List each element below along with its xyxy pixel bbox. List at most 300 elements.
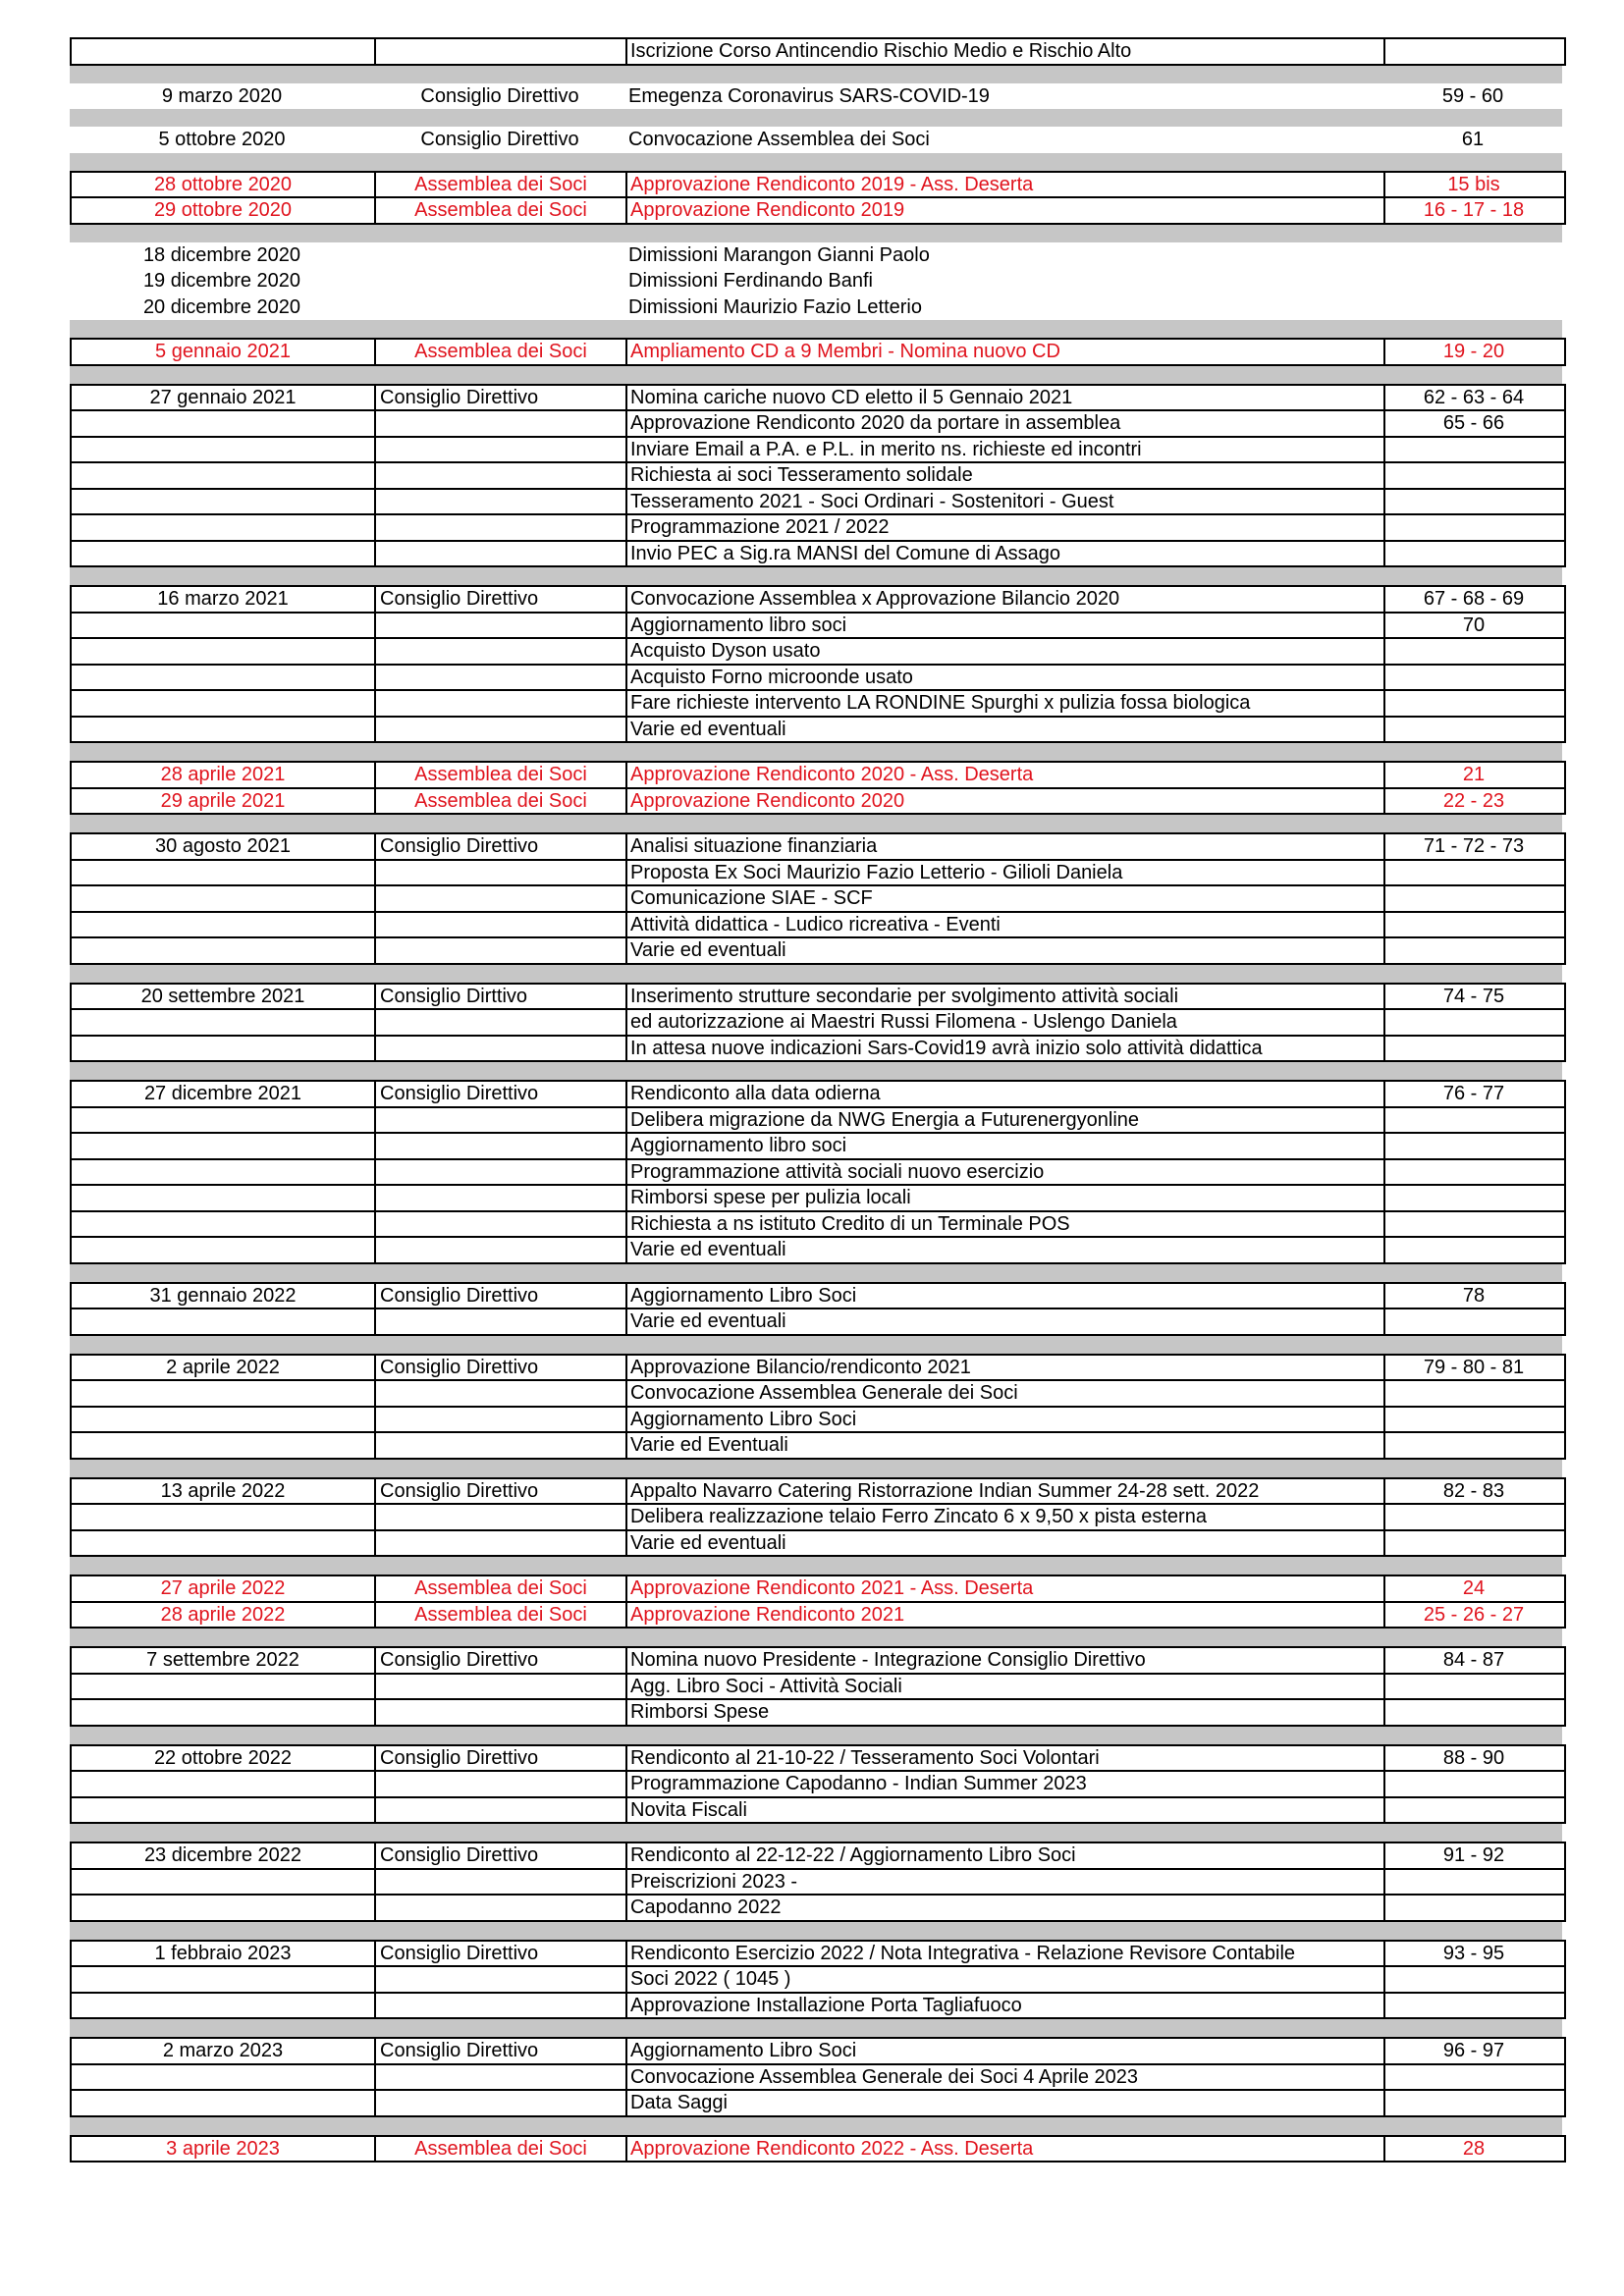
subject-cell: Varie ed eventuali [625, 1238, 1383, 1262]
table-row [72, 1037, 1564, 1063]
pages-cell: 21 [1383, 763, 1562, 787]
pages-cell [1383, 438, 1562, 462]
pages-cell: 84 - 87 [1383, 1648, 1562, 1673]
pages-cell [1383, 463, 1562, 488]
date-cell [72, 1108, 374, 1133]
subject-cell: In attesa nuove indicazioni Sars-Covid19 avrà inizio solo attività didattica [625, 1037, 1383, 1061]
table-row [72, 1700, 1564, 1727]
row-separator [70, 567, 1562, 585]
table-row [72, 1108, 1564, 1135]
pages-cell: 71 - 72 - 73 [1383, 834, 1562, 859]
subject-cell: Varie ed eventuali [625, 718, 1383, 742]
subject-cell: Tesseramento 2021 - Soci Ordinari - Sostenitori - Guest [625, 490, 1383, 514]
table-row [72, 1772, 1564, 1798]
entry-group [70, 127, 1562, 153]
table-row [72, 1381, 1564, 1408]
date-cell: 27 dicembre 2021 [143, 1083, 302, 1104]
pages-cell [1383, 1238, 1562, 1262]
row-separator [70, 1629, 1562, 1646]
table-row [72, 1238, 1564, 1264]
date-cell [72, 1381, 374, 1406]
table-row [72, 1408, 1564, 1434]
table-row [72, 198, 1564, 225]
subject-cell: Approvazione Rendiconto 2021 - Ass. Deserta [625, 1576, 1383, 1601]
subject-cell: Programmazione attività sociali nuovo esercizio [625, 1160, 1383, 1185]
pages-cell [1383, 2065, 1562, 2090]
date-cell [72, 861, 374, 885]
pages-cell: 19 - 20 [1383, 340, 1562, 364]
entry-group [70, 2135, 1566, 2163]
pages-cell [1383, 294, 1562, 321]
subject-cell: Approvazione Rendiconto 2020 da portare in assemblea [625, 411, 1383, 436]
body-cell: Assemblea dei Soci [374, 173, 625, 197]
pages-cell [1383, 718, 1562, 742]
entry-group [70, 1842, 1566, 1922]
table-row [72, 173, 1564, 199]
entry-group [70, 37, 1566, 66]
pages-cell [1383, 938, 1562, 963]
table-row [72, 1284, 1564, 1310]
date-cell [72, 1896, 374, 1920]
pages-cell [1383, 1531, 1562, 1556]
subject-cell: Acquisto Dyson usato [625, 639, 1383, 664]
subject-cell: Programmazione Capodanno - Indian Summer 2023 [625, 1772, 1383, 1796]
body-cell [374, 861, 625, 885]
date-cell: 30 agosto 2021 [155, 835, 291, 857]
body-cell [374, 1238, 625, 1262]
body-cell [374, 1186, 625, 1210]
table-row [72, 1160, 1564, 1187]
body-cell [374, 1408, 625, 1432]
date-cell [72, 1309, 374, 1334]
subject-cell: Comunicazione SIAE - SCF [625, 886, 1383, 911]
pages-cell [1383, 691, 1562, 716]
entry-group [70, 338, 1566, 366]
subject-cell: Varie ed Eventuali [625, 1433, 1383, 1458]
table-row [72, 463, 1564, 490]
subject-cell: Invio PEC a Sig.ra MANSI del Comune di Assago [625, 542, 1383, 566]
date-cell [72, 1798, 374, 1823]
pages-cell: 74 - 75 [1383, 985, 1562, 1009]
date-cell: 20 dicembre 2020 [142, 295, 301, 318]
date-cell [72, 1433, 374, 1458]
date-cell [72, 39, 374, 64]
table-row [72, 834, 1564, 861]
date-cell: 2 aprile 2022 [166, 1356, 280, 1378]
date-cell: 3 aprile 2023 [166, 2137, 280, 2160]
body-cell: Consiglio Direttivo [374, 1284, 625, 1308]
pages-cell [1383, 1381, 1562, 1406]
subject-cell: Proposta Ex Soci Maurizio Fazio Letterio - Gilioli Daniela [625, 861, 1383, 885]
body-cell [374, 268, 625, 294]
pages-cell [1383, 1896, 1562, 1920]
subject-cell: Rendiconto Esercizio 2022 / Nota Integrativa - Relazione Revisore Contabile [625, 1942, 1383, 1966]
pages-cell [1383, 1037, 1562, 1061]
subject-cell: Approvazione Rendiconto 2021 [625, 1603, 1383, 1628]
body-cell [374, 1798, 625, 1823]
subject-cell: Convocazione Assemblea Generale dei Soci 4 Aprile 2023 [625, 2065, 1383, 2090]
subject-cell: Approvazione Rendiconto 2020 [625, 789, 1383, 814]
body-cell [374, 294, 625, 321]
entry-group [70, 384, 1566, 568]
table-row [72, 39, 1564, 66]
date-cell: 28 aprile 2021 [160, 764, 286, 785]
table-row [72, 1967, 1564, 1994]
table-row [72, 515, 1564, 542]
date-cell: 28 ottobre 2020 [153, 173, 293, 195]
date-cell: 20 settembre 2021 [140, 985, 305, 1007]
subject-cell: Aggiornamento libro soci [625, 1134, 1383, 1158]
pages-cell: 82 - 83 [1383, 1479, 1562, 1504]
entry-group [70, 983, 1566, 1063]
pages-cell [1383, 2091, 1562, 2115]
body-cell [374, 1108, 625, 1133]
subject-cell: Varie ed eventuali [625, 938, 1383, 963]
row-separator [70, 1824, 1562, 1842]
date-cell [72, 666, 374, 690]
body-cell [374, 490, 625, 514]
pages-cell [1383, 1010, 1562, 1035]
subject-cell: Preiscrizioni 2023 - [625, 1870, 1383, 1895]
pages-cell: 93 - 95 [1383, 1942, 1562, 1966]
table-row [72, 861, 1564, 887]
pages-cell [1383, 1433, 1562, 1458]
body-cell [374, 1212, 625, 1237]
table-row [72, 789, 1564, 816]
date-cell [72, 913, 374, 937]
date-cell [72, 2065, 374, 2090]
pages-cell: 79 - 80 - 81 [1383, 1356, 1562, 1380]
date-cell [72, 1700, 374, 1725]
table-row [72, 1603, 1564, 1629]
date-cell [72, 1994, 374, 2018]
table-row [72, 691, 1564, 718]
table-row [70, 242, 1562, 269]
subject-cell: ed autorizzazione ai Maestri Russi Filomena - Uslengo Daniela [625, 1010, 1383, 1035]
date-cell [72, 1870, 374, 1895]
subject-cell: Approvazione Bilancio/rendiconto 2021 [625, 1356, 1383, 1380]
date-cell: 9 marzo 2020 [161, 84, 283, 107]
table-row [72, 1942, 1564, 1968]
date-cell [72, 639, 374, 664]
subject-cell: Dimissioni Marangon Gianni Paolo [628, 243, 930, 266]
date-cell [72, 490, 374, 514]
pages-cell [1383, 1967, 1562, 1992]
row-separator [70, 109, 1562, 127]
body-cell [374, 1700, 625, 1725]
subject-cell: Aggiornamento Libro Soci [625, 1408, 1383, 1432]
table-row [72, 938, 1564, 965]
date-cell: 29 ottobre 2020 [153, 199, 293, 221]
entry-group [70, 585, 1566, 743]
date-cell [72, 1967, 374, 1992]
table-row [72, 1433, 1564, 1460]
date-cell [72, 1160, 374, 1185]
body-cell [374, 1994, 625, 2018]
date-cell [72, 886, 374, 911]
pages-cell [1383, 1870, 1562, 1895]
body-cell [374, 639, 625, 664]
date-cell [72, 1186, 374, 1210]
subject-cell: Appalto Navarro Catering Ristorrazione Indian Summer 24-28 sett. 2022 [625, 1479, 1383, 1504]
table-row [72, 1082, 1564, 1108]
row-separator [70, 1460, 1562, 1477]
entry-group [70, 242, 1562, 321]
body-cell [374, 718, 625, 742]
table-row [72, 639, 1564, 666]
body-cell [374, 614, 625, 638]
subject-cell: Richiesta ai soci Tesseramento solidale [625, 463, 1383, 488]
body-cell: Assemblea dei Soci [374, 2137, 625, 2162]
table-row [72, 1531, 1564, 1558]
body-cell: Consiglio Direttivo [374, 834, 625, 859]
table-row [72, 666, 1564, 692]
body-cell: Consiglio Direttivo [420, 84, 579, 107]
date-cell: 31 gennaio 2022 [149, 1284, 297, 1307]
subject-cell: Inserimento strutture secondarie per svolgimento attività sociali [625, 985, 1383, 1009]
pages-cell [1383, 1675, 1562, 1699]
subject-cell: Capodanno 2022 [625, 1896, 1383, 1920]
body-cell [374, 1531, 625, 1556]
table-row [72, 386, 1564, 412]
pages-cell: 59 - 60 [1441, 84, 1504, 107]
body-cell: Assemblea dei Soci [374, 789, 625, 814]
pages-cell: 76 - 77 [1383, 1082, 1562, 1106]
table-row [70, 268, 1562, 294]
subject-cell: Approvazione Rendiconto 2020 - Ass. Deserta [625, 763, 1383, 787]
table-row [72, 1896, 1564, 1922]
table-row [72, 1648, 1564, 1675]
date-cell [72, 2091, 374, 2115]
row-separator [70, 815, 1562, 832]
date-cell [72, 463, 374, 488]
subject-cell: Delibera migrazione da NWG Energia a Futurenergyonline [625, 1108, 1383, 1133]
pages-cell [1383, 666, 1562, 690]
pages-cell: 88 - 90 [1383, 1746, 1562, 1771]
subject-cell: Aggiornamento Libro Soci [625, 2039, 1383, 2063]
body-cell [374, 242, 625, 269]
body-cell [374, 691, 625, 716]
date-cell: 23 dicembre 2022 [143, 1844, 302, 1866]
table-row [72, 886, 1564, 913]
subject-cell: Ampliamento CD a 9 Membri - Nomina nuovo CD [625, 340, 1383, 364]
body-cell: Consiglio Direttivo [374, 386, 625, 410]
date-cell: 29 aprile 2021 [160, 789, 286, 812]
pages-cell [1383, 268, 1562, 294]
body-cell [374, 913, 625, 937]
date-cell [72, 438, 374, 462]
subject-cell: Rimborsi Spese [625, 1700, 1383, 1725]
table-row [72, 1505, 1564, 1531]
body-cell [374, 411, 625, 436]
subject-cell: Iscrizione Corso Antincendio Rischio Medio e Rischio Alto [625, 39, 1383, 64]
date-cell: 22 ottobre 2022 [153, 1746, 293, 1769]
pages-cell [1383, 515, 1562, 540]
body-cell: Consiglio Direttivo [374, 1648, 625, 1673]
table-row [72, 614, 1564, 640]
table-row [70, 294, 1562, 321]
table-row [72, 1186, 1564, 1212]
row-separator [70, 1264, 1562, 1282]
pages-cell: 22 - 23 [1383, 789, 1562, 814]
table-row [72, 1479, 1564, 1506]
row-separator [70, 225, 1562, 242]
subject-cell: Aggiornamento libro soci [625, 614, 1383, 638]
table-row [72, 411, 1564, 438]
date-cell [72, 1408, 374, 1432]
body-cell [374, 1967, 625, 1992]
row-separator [70, 366, 1562, 384]
pages-cell [1383, 1160, 1562, 1185]
table-row [70, 127, 1562, 153]
pages-cell [1383, 542, 1562, 566]
body-cell [374, 1381, 625, 1406]
entry-group [70, 1477, 1566, 1558]
row-separator [70, 965, 1562, 983]
table-row [72, 2137, 1564, 2163]
subject-cell: Rendiconto al 21-10-22 / Tesseramento Soci Volontari [625, 1746, 1383, 1771]
pages-cell [1383, 913, 1562, 937]
pages-cell [1383, 1505, 1562, 1529]
row-separator [70, 153, 1562, 171]
subject-cell: Nomina cariche nuovo CD eletto il 5 Gennaio 2021 [625, 386, 1383, 410]
body-cell: Assemblea dei Soci [374, 1603, 625, 1628]
subject-cell: Varie ed eventuali [625, 1531, 1383, 1556]
pages-cell [1383, 1772, 1562, 1796]
subject-cell: Rendiconto alla data odierna [625, 1082, 1383, 1106]
body-cell [374, 1037, 625, 1061]
body-cell: Consiglio Direttivo [374, 1356, 625, 1380]
pages-cell: 25 - 26 - 27 [1383, 1603, 1562, 1628]
pages-cell [1383, 490, 1562, 514]
pages-cell [1383, 39, 1562, 64]
entry-group [70, 761, 1566, 815]
date-cell [72, 1010, 374, 1035]
subject-cell: Approvazione Rendiconto 2019 [625, 198, 1383, 223]
pages-cell [1383, 1108, 1562, 1133]
body-cell [374, 1134, 625, 1158]
subject-cell: Delibera realizzazione telaio Ferro Zincato 6 x 9,50 x pista esterna [625, 1505, 1383, 1529]
pages-cell [1383, 861, 1562, 885]
body-cell [374, 1772, 625, 1796]
date-cell: 27 gennaio 2021 [149, 386, 297, 408]
body-cell: Assemblea dei Soci [374, 340, 625, 364]
table-row [72, 1212, 1564, 1239]
minutes-register [70, 37, 1562, 2163]
date-cell: 27 aprile 2022 [160, 1577, 286, 1599]
body-cell [374, 938, 625, 963]
row-separator [70, 2019, 1562, 2037]
date-cell [72, 1134, 374, 1158]
entry-group [70, 1646, 1566, 1727]
table-row [72, 1870, 1564, 1896]
subject-cell: Rimborsi spese per pulizia locali [625, 1186, 1383, 1210]
date-cell [72, 718, 374, 742]
subject-cell: Varie ed eventuali [625, 1309, 1383, 1334]
date-cell: 18 dicembre 2020 [142, 243, 301, 266]
pages-cell [1383, 242, 1562, 269]
date-cell [72, 614, 374, 638]
date-cell [72, 1212, 374, 1237]
pages-cell [1383, 1134, 1562, 1158]
row-separator [70, 1922, 1562, 1940]
body-cell: Consiglio Direttivo [420, 129, 579, 150]
pages-cell: 61 [1461, 129, 1485, 150]
date-cell: 19 dicembre 2020 [142, 270, 301, 292]
pages-cell [1383, 1408, 1562, 1432]
body-cell [374, 2091, 625, 2115]
table-row [72, 1675, 1564, 1701]
pages-cell: 24 [1383, 1576, 1562, 1601]
body-cell [374, 1010, 625, 1035]
subject-cell: Richiesta a ns istituto Credito di un Terminale POS [625, 1212, 1383, 1237]
subject-cell: Aggiornamento Libro Soci [625, 1284, 1383, 1308]
subject-cell: Agg. Libro Soci - Attività Sociali [625, 1675, 1383, 1699]
subject-cell: Convocazione Assemblea x Approvazione Bilancio 2020 [625, 587, 1383, 612]
pages-cell: 70 [1383, 614, 1562, 638]
entry-group [70, 1744, 1566, 1825]
table-row [72, 542, 1564, 568]
table-row [72, 985, 1564, 1011]
table-row [72, 763, 1564, 789]
date-cell: 2 marzo 2023 [162, 2040, 284, 2061]
pages-cell [1383, 1212, 1562, 1237]
pages-cell: 65 - 66 [1383, 411, 1562, 436]
date-cell [72, 1505, 374, 1529]
date-cell: 28 aprile 2022 [160, 1603, 286, 1626]
pages-cell [1383, 1309, 1562, 1334]
entry-group [70, 832, 1566, 965]
pages-cell [1383, 1186, 1562, 1210]
body-cell [374, 1505, 625, 1529]
table-row [72, 587, 1564, 614]
body-cell: Consiglio Direttivo [374, 2039, 625, 2063]
body-cell: Consiglio Dirttivo [374, 985, 625, 1009]
body-cell [374, 542, 625, 566]
subject-cell: Fare richieste intervento LA RONDINE Spurghi x pulizia fossa biologica [625, 691, 1383, 716]
pages-cell [1383, 1994, 1562, 2018]
date-cell [72, 1675, 374, 1699]
subject-cell: Convocazione Assemblea Generale dei Soci [625, 1381, 1383, 1406]
subject-cell: Convocazione Assemblea dei Soci [628, 129, 930, 150]
date-cell: 13 aprile 2022 [160, 1479, 286, 1502]
subject-cell: Data Saggi [625, 2091, 1383, 2115]
subject-cell: Rendiconto al 22-12-22 / Aggiornamento Libro Soci [625, 1843, 1383, 1868]
date-cell: 7 settembre 2022 [146, 1649, 299, 1671]
pages-cell: 78 [1383, 1284, 1562, 1308]
subject-cell: Analisi situazione finanziaria [625, 834, 1383, 859]
subject-cell: Nomina nuovo Presidente - Integrazione Consiglio Direttivo [625, 1648, 1383, 1673]
row-separator [70, 1727, 1562, 1744]
pages-cell: 67 - 68 - 69 [1383, 587, 1562, 612]
date-cell [72, 1772, 374, 1796]
row-separator [70, 2117, 1562, 2135]
table-row [72, 438, 1564, 464]
subject-cell: Soci 2022 ( 1045 ) [625, 1967, 1383, 1992]
body-cell [374, 438, 625, 462]
pages-cell: 15 bis [1383, 173, 1562, 197]
entry-group [70, 1940, 1566, 2020]
body-cell [374, 39, 625, 64]
body-cell [374, 1160, 625, 1185]
body-cell: Assemblea dei Soci [374, 198, 625, 223]
table-row [72, 2091, 1564, 2117]
subject-cell: Attività didattica - Ludico ricreativa - Eventi [625, 913, 1383, 937]
table-row [72, 1746, 1564, 1773]
subject-cell: Dimissioni Maurizio Fazio Letterio [628, 295, 922, 318]
pages-cell: 96 - 97 [1383, 2039, 1562, 2063]
table-row [72, 2065, 1564, 2092]
